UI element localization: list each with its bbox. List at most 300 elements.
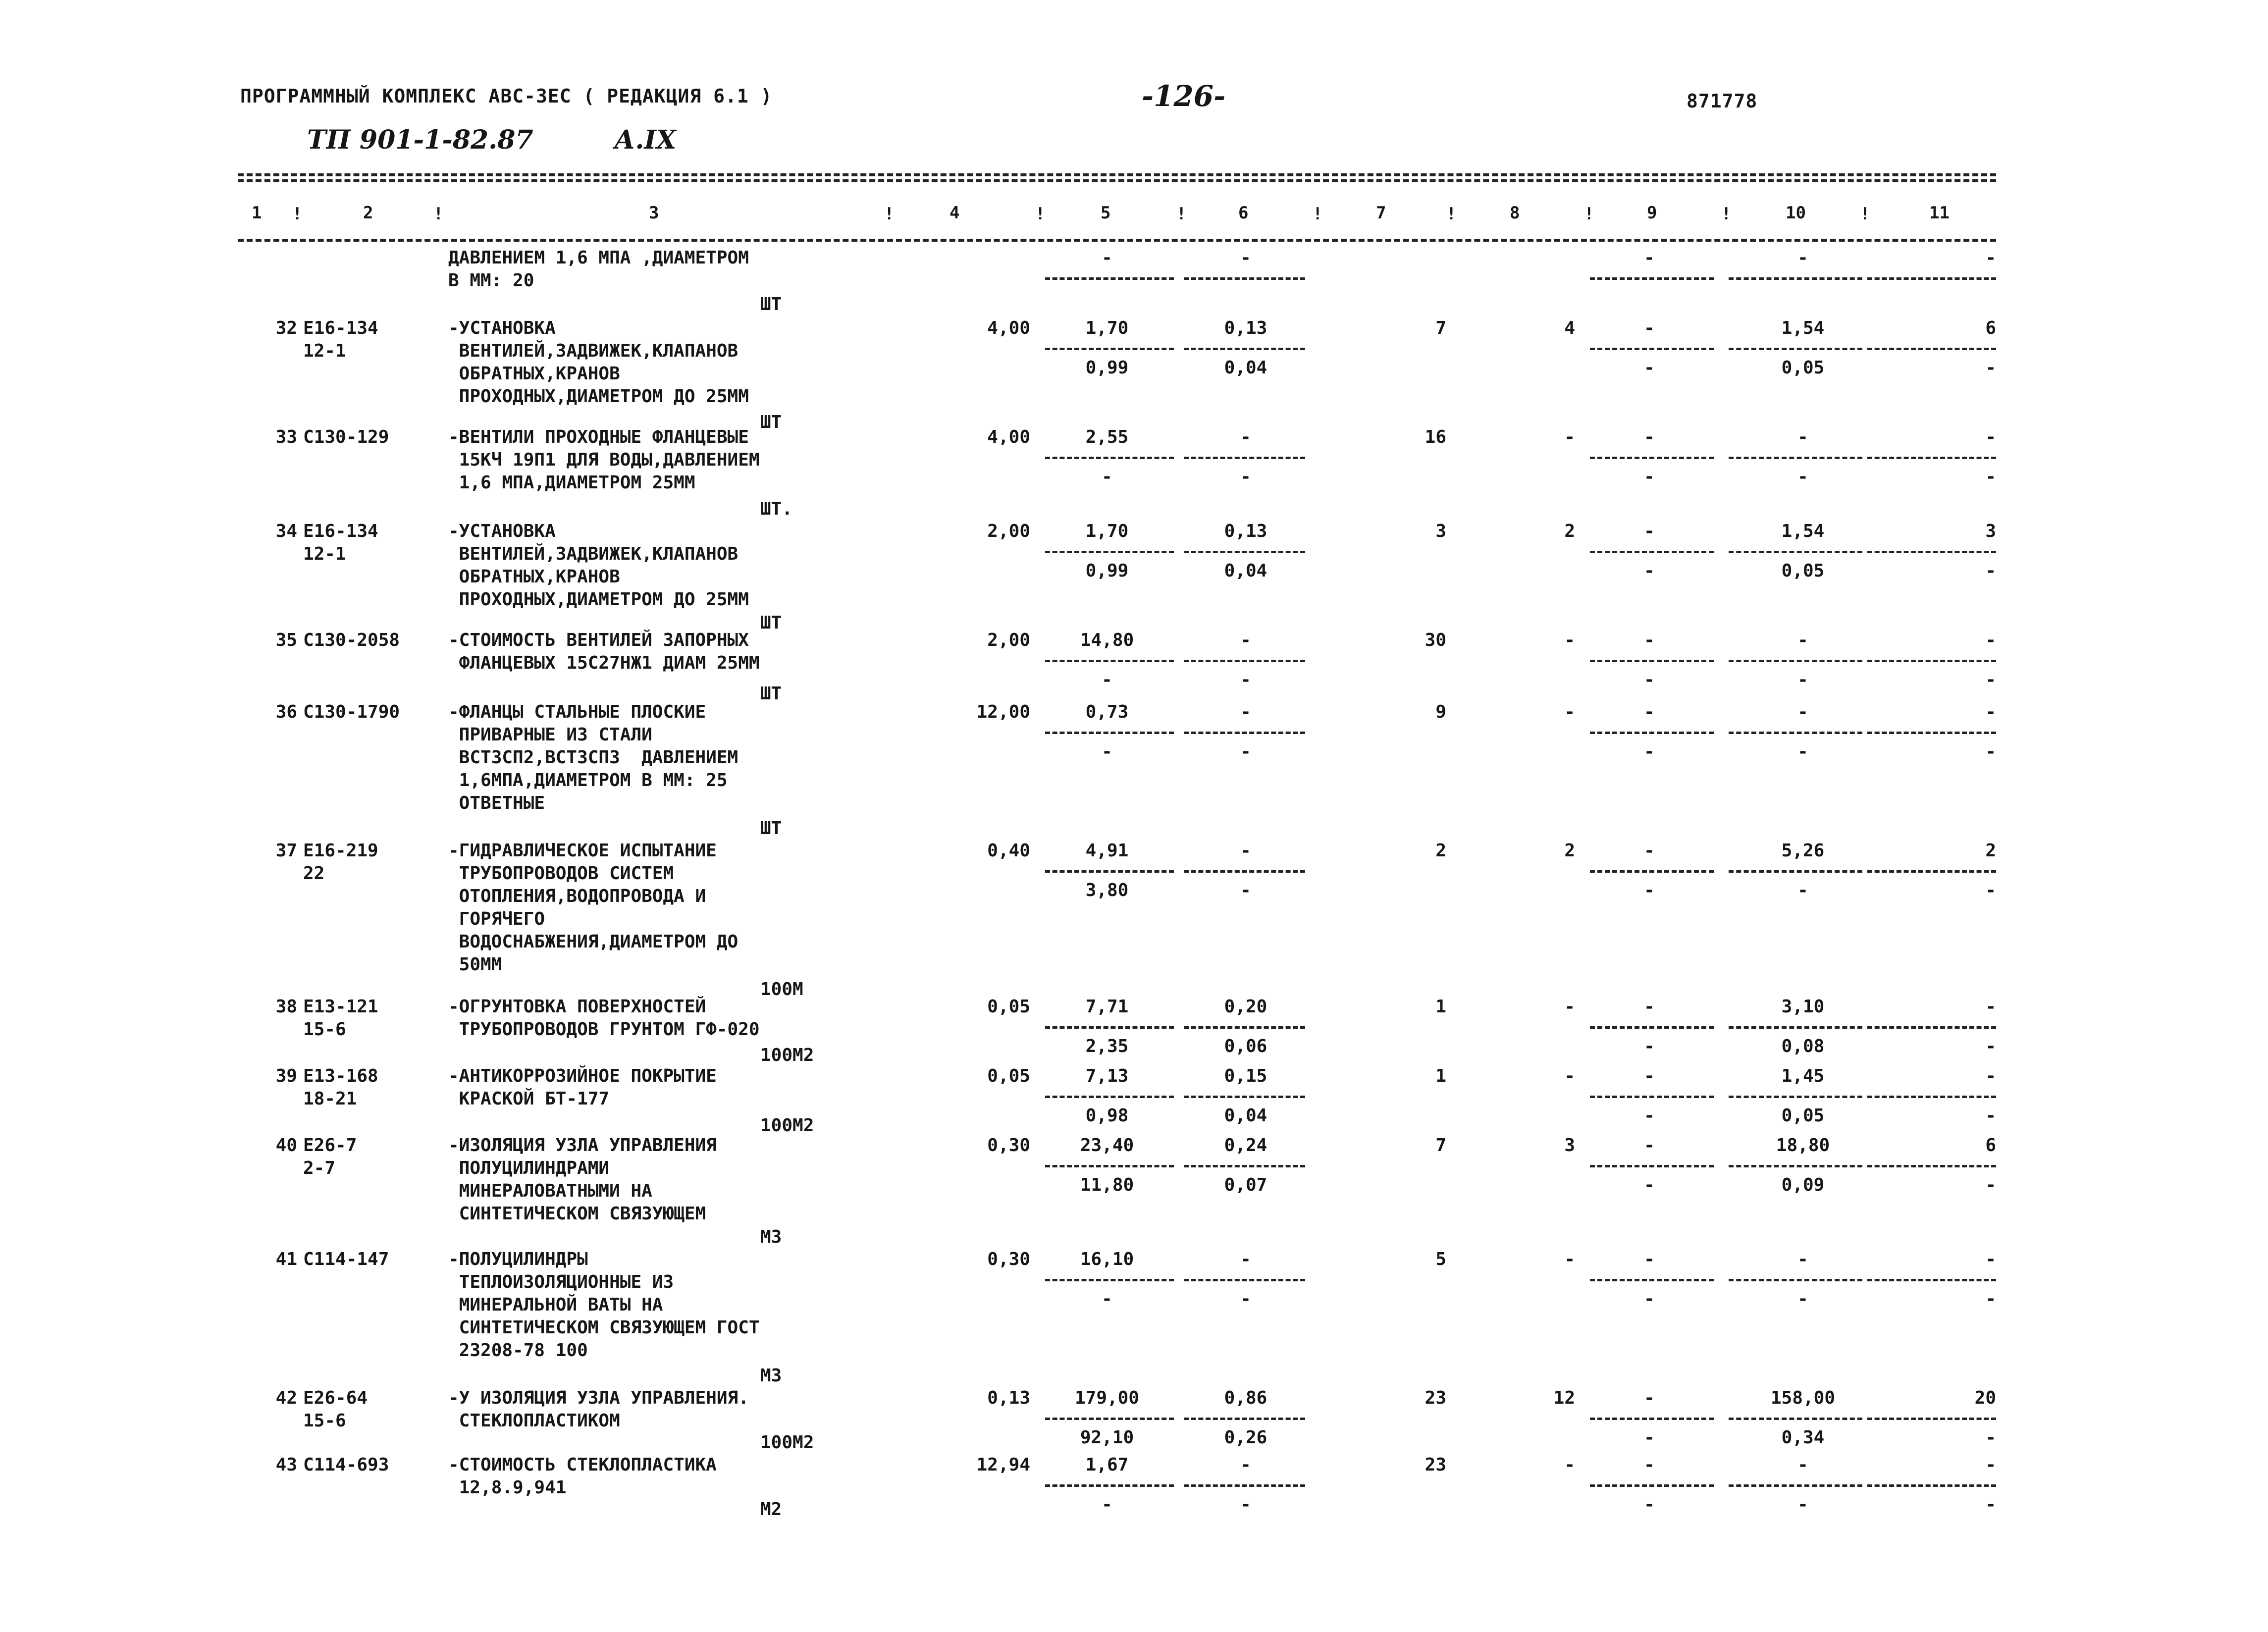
- unit-of-measure: ШТ: [760, 412, 782, 432]
- row-number: 35: [275, 630, 297, 650]
- program-header: ПРОГРАММНЫЙ КОМПЛЕКС АВС-ЗЕС ( РЕДАКЦИЯ 6.1 ): [240, 85, 773, 107]
- row-number: 38: [275, 997, 297, 1017]
- total-wages: -: [1564, 427, 1575, 447]
- machine-cost: -: [1240, 248, 1251, 268]
- fraction-line: [1867, 660, 1996, 662]
- cost-per-unit-wages: 0,99: [1085, 358, 1129, 378]
- labor-per-unit: 18,80: [1776, 1135, 1830, 1156]
- total-cost: 7: [1435, 1135, 1446, 1156]
- col-separator: !: [884, 204, 895, 224]
- total-cost: 5: [1435, 1249, 1446, 1269]
- fraction-line: [1184, 1096, 1305, 1098]
- machine-cost: 0,86: [1224, 1388, 1267, 1408]
- row-number: 34: [275, 521, 297, 541]
- col-separator: !: [1446, 204, 1457, 224]
- fraction-line: [1729, 660, 1862, 662]
- col-header-11: 11: [1929, 203, 1950, 223]
- total-machine-cost: -: [1644, 997, 1655, 1017]
- col-separator: !: [1584, 204, 1594, 224]
- total-machine-wages: -: [1644, 1427, 1655, 1448]
- labor-machinists: -: [1797, 670, 1808, 690]
- labor-machinists: 0,05: [1781, 358, 1825, 378]
- labor-per-unit: -: [1797, 1249, 1808, 1269]
- labor-total-machinists: -: [1985, 561, 1996, 581]
- fraction-line: [1590, 1165, 1714, 1167]
- col-header-9: 9: [1647, 203, 1657, 223]
- unit-of-measure: ШТ.: [760, 499, 793, 519]
- rate-code: Е26-7: [303, 1135, 357, 1156]
- labor-machinists: 0,05: [1781, 1106, 1825, 1126]
- quantity: 2,00: [987, 630, 1030, 650]
- machine-cost: -: [1240, 841, 1251, 861]
- total-machine-cost: -: [1644, 521, 1655, 541]
- total-machine-cost: -: [1644, 702, 1655, 722]
- col-header-10: 10: [1786, 203, 1806, 223]
- total-cost: 23: [1424, 1388, 1446, 1408]
- machine-cost-wages: -: [1240, 741, 1251, 762]
- fraction-line: [1590, 660, 1714, 662]
- fraction-line: [1729, 457, 1862, 459]
- rate-code: С130-2058: [303, 630, 400, 650]
- total-wages: 12: [1553, 1388, 1575, 1408]
- document-number: 871778: [1687, 90, 1758, 112]
- total-machine-wages: -: [1644, 561, 1655, 581]
- total-machine-cost: -: [1644, 1455, 1655, 1475]
- total-cost: 30: [1424, 630, 1446, 650]
- machine-cost: -: [1240, 1455, 1251, 1475]
- rate-subcode: 2-7: [303, 1158, 336, 1178]
- labor-per-unit: -: [1797, 248, 1808, 268]
- page-number: -126-: [1142, 79, 1226, 113]
- fraction-line: [1867, 1096, 1996, 1098]
- row-number: 37: [275, 841, 297, 861]
- labor-total: 20: [1974, 1388, 1996, 1408]
- cost-per-unit-wages: -: [1102, 1494, 1112, 1515]
- cost-per-unit: 1,67: [1085, 1455, 1129, 1475]
- unit-of-measure: ШТ: [760, 684, 782, 704]
- cost-per-unit-wages: 0,98: [1085, 1106, 1129, 1126]
- total-wages: 3: [1564, 1135, 1575, 1156]
- fraction-line: [1729, 1165, 1862, 1167]
- fraction-line: [1729, 1418, 1862, 1420]
- fraction-line: [1184, 870, 1305, 873]
- labor-machinists: 0,08: [1781, 1036, 1825, 1056]
- fraction-line: [1184, 1165, 1305, 1167]
- fraction-line: [1867, 348, 1996, 350]
- quantity: 12,94: [976, 1455, 1030, 1475]
- unit-of-measure: 100М: [760, 979, 803, 1000]
- cost-per-unit-wages: 11,80: [1080, 1175, 1134, 1195]
- machine-cost-wages: 0,07: [1224, 1175, 1267, 1195]
- fraction-line: [1045, 1096, 1174, 1098]
- total-wages: 2: [1564, 841, 1575, 861]
- cost-per-unit-wages: -: [1102, 741, 1112, 762]
- total-wages: -: [1564, 1249, 1575, 1269]
- total-wages: -: [1564, 1455, 1575, 1475]
- total-cost: 3: [1435, 521, 1446, 541]
- machine-cost-wages: 0,04: [1224, 358, 1267, 378]
- fraction-line: [1729, 1484, 1862, 1487]
- labor-total: -: [1985, 248, 1996, 268]
- fraction-line: [1590, 1484, 1714, 1487]
- col-separator: !: [1313, 204, 1323, 224]
- labor-total-machinists: -: [1985, 467, 1996, 487]
- rate-subcode: 12-1: [303, 544, 346, 564]
- col-header-7: 7: [1376, 203, 1386, 223]
- col-header-2: 2: [363, 203, 373, 223]
- total-cost: 7: [1435, 318, 1446, 338]
- total-cost: 2: [1435, 841, 1446, 861]
- unit-of-measure: М3: [760, 1366, 782, 1386]
- col-header-8: 8: [1510, 203, 1520, 223]
- col-header-1: 1: [252, 203, 262, 223]
- quantity: 4,00: [987, 427, 1030, 447]
- fraction-line: [1867, 1026, 1996, 1029]
- fraction-line: [1045, 457, 1174, 459]
- cost-per-unit: 0,73: [1085, 702, 1129, 722]
- row-number: 36: [275, 702, 297, 722]
- cost-per-unit: 14,80: [1080, 630, 1134, 650]
- labor-total-machinists: -: [1985, 1106, 1996, 1126]
- total-cost: 23: [1424, 1455, 1446, 1475]
- labor-total: -: [1985, 1249, 1996, 1269]
- work-description: -ПОЛУЦИЛИНДРЫ ТЕПЛОИЗОЛЯЦИОННЫЕ ИЗ МИНЕРАЛЬНОЙ ВАТЫ НА СИНТЕТИЧЕСКОМ СВЯЗУЮЩЕМ ГОСТ 23208-78 100: [448, 1249, 760, 1361]
- rate-code: С130-129: [303, 427, 389, 447]
- fraction-line: [1184, 1418, 1305, 1420]
- labor-machinists: 0,09: [1781, 1175, 1825, 1195]
- fraction-line: [1045, 551, 1174, 553]
- work-description: -ВЕНТИЛИ ПРОХОДНЫЕ ФЛАНЦЕВЫЕ 15КЧ 19П1 ДЛЯ ВОДЫ,ДАВЛЕНИЕМ 1,6 МПА,ДИАМЕТРОМ 25ММ: [448, 427, 760, 493]
- quantity: 0,30: [987, 1135, 1030, 1156]
- fraction-line: [1184, 348, 1305, 350]
- labor-per-unit: 5,26: [1781, 841, 1825, 861]
- total-machine-cost: -: [1644, 1135, 1655, 1156]
- total-machine-cost: -: [1644, 318, 1655, 338]
- machine-cost: 0,13: [1224, 521, 1267, 541]
- fraction-line: [1729, 348, 1862, 350]
- row-number: 40: [275, 1135, 297, 1156]
- fraction-line: [1590, 1418, 1714, 1420]
- fraction-line: [1590, 870, 1714, 873]
- work-description: -СТОИМОСТЬ СТЕКЛОПЛАСТИКА 12,8.9,941: [448, 1455, 717, 1498]
- top-rule-second: [238, 179, 1996, 182]
- fraction-line: [1184, 1279, 1305, 1281]
- fraction-line: [1184, 551, 1305, 553]
- rate-code: С114-147: [303, 1249, 389, 1269]
- total-machine-wages: -: [1644, 358, 1655, 378]
- machine-cost-wages: 0,06: [1224, 1036, 1267, 1056]
- labor-per-unit: -: [1797, 630, 1808, 650]
- fraction-line: [1867, 1165, 1996, 1167]
- fraction-line: [1867, 870, 1996, 873]
- quantity: 2,00: [987, 521, 1030, 541]
- col-header-3: 3: [649, 203, 659, 223]
- cost-per-unit: 16,10: [1080, 1249, 1134, 1269]
- row-number: 43: [275, 1455, 297, 1475]
- total-machine-cost: -: [1644, 1388, 1655, 1408]
- labor-per-unit: 158,00: [1770, 1388, 1836, 1408]
- labor-per-unit: -: [1797, 702, 1808, 722]
- rate-subcode: 15-6: [303, 1411, 346, 1431]
- project-code: ТП 901-1-82.87: [307, 125, 533, 155]
- unit-of-measure: М3: [760, 1227, 782, 1247]
- labor-machinists: -: [1797, 1494, 1808, 1515]
- fraction-line: [1184, 1484, 1305, 1487]
- machine-cost: 0,24: [1224, 1135, 1267, 1156]
- cost-per-unit-wages: 3,80: [1085, 880, 1129, 900]
- cost-per-unit: 23,40: [1080, 1135, 1134, 1156]
- total-wages: 2: [1564, 521, 1575, 541]
- quantity: 0,40: [987, 841, 1030, 861]
- rate-code: Е13-121: [303, 997, 378, 1017]
- rate-code: Е13-168: [303, 1066, 378, 1086]
- rate-subcode: 15-6: [303, 1019, 346, 1040]
- machine-cost-wages: -: [1240, 467, 1251, 487]
- unit-of-measure: ШТ: [760, 818, 782, 839]
- total-machine-cost: -: [1644, 427, 1655, 447]
- labor-machinists: 0,34: [1781, 1427, 1825, 1448]
- total-machine-wages: -: [1644, 1289, 1655, 1309]
- col-separator: !: [1721, 204, 1732, 224]
- cost-per-unit-wages: 2,35: [1085, 1036, 1129, 1056]
- fraction-line: [1045, 1279, 1174, 1281]
- total-machine-wages: -: [1644, 467, 1655, 487]
- labor-total: -: [1985, 630, 1996, 650]
- machine-cost-wages: -: [1240, 1494, 1251, 1515]
- fraction-line: [1045, 1418, 1174, 1420]
- work-description: -УСТАНОВКА ВЕНТИЛЕЙ,ЗАДВИЖЕК,КЛАПАНОВ ОБРАТНЫХ,КРАНОВ ПРОХОДНЫХ,ДИАМЕТРОМ ДО 25ММ: [448, 521, 749, 610]
- cost-per-unit: 7,13: [1085, 1066, 1129, 1086]
- labor-total: -: [1985, 997, 1996, 1017]
- rate-code: С114-693: [303, 1455, 389, 1475]
- total-cost: 9: [1435, 702, 1446, 722]
- fraction-line: [1729, 277, 1862, 280]
- machine-cost-wages: -: [1240, 880, 1251, 900]
- machine-cost-wages: 0,26: [1224, 1427, 1267, 1448]
- fraction-line: [1729, 870, 1862, 873]
- labor-machinists: 0,05: [1781, 561, 1825, 581]
- col-separators: !: [292, 204, 303, 224]
- total-machine-cost: -: [1644, 1066, 1655, 1086]
- total-machine-cost: -: [1644, 248, 1655, 268]
- fraction-line: [1867, 732, 1996, 734]
- cost-per-unit: 1,70: [1085, 521, 1129, 541]
- labor-total-machinists: -: [1985, 358, 1996, 378]
- col-separator: !: [1860, 204, 1870, 224]
- row-number: 33: [275, 427, 297, 447]
- machine-cost: -: [1240, 630, 1251, 650]
- work-description: -АНТИКОРРОЗИЙНОЕ ПОКРЫТИЕ КРАСКОЙ БТ-177: [448, 1066, 717, 1109]
- row-number: 39: [275, 1066, 297, 1086]
- unit-of-measure: 100М2: [760, 1115, 814, 1136]
- rate-code: Е16-219: [303, 841, 378, 861]
- total-machine-cost: -: [1644, 1249, 1655, 1269]
- total-wages: -: [1564, 702, 1575, 722]
- unit-of-measure: 100М2: [760, 1432, 814, 1453]
- cost-per-unit-wages: -: [1102, 1289, 1112, 1309]
- rate-subcode: 18-21: [303, 1089, 357, 1109]
- labor-total-machinists: -: [1985, 1427, 1996, 1448]
- fraction-line: [1729, 1096, 1862, 1098]
- labor-machinists: -: [1797, 880, 1808, 900]
- fraction-line: [1729, 1026, 1862, 1029]
- top-rule: [238, 173, 1996, 176]
- labor-total: 3: [1985, 521, 1996, 541]
- fraction-line: [1184, 277, 1305, 280]
- quantity: 0,30: [987, 1249, 1030, 1269]
- total-machine-wages: -: [1644, 880, 1655, 900]
- work-description: -ФЛАНЦЫ СТАЛЬНЫЕ ПЛОСКИЕ ПРИВАРНЫЕ ИЗ СТАЛИ ВСТ3СП2,ВСТ3СП3 ДАВЛЕНИЕМ 1,6МПА,ДИАМЕТРОМ В ММ: 25 ОТВЕТНЫЕ: [448, 702, 738, 813]
- cost-per-unit: 179,00: [1074, 1388, 1140, 1408]
- rate-code: С130-1790: [303, 702, 400, 722]
- machine-cost: -: [1240, 702, 1251, 722]
- col-separator: !: [433, 204, 444, 224]
- fraction-line: [1045, 660, 1174, 662]
- fraction-line: [1590, 1026, 1714, 1029]
- fraction-line: [1590, 1279, 1714, 1281]
- total-wages: 4: [1564, 318, 1575, 338]
- work-description: -ОГРУНТОВКА ПОВЕРХНОСТЕЙ ТРУБОПРОВОДОВ ГРУНТОМ ГФ-020: [448, 997, 760, 1040]
- labor-total-machinists: -: [1985, 1036, 1996, 1056]
- col-separator: !: [1035, 204, 1046, 224]
- fraction-line: [1867, 277, 1996, 280]
- machine-cost: 0,20: [1224, 997, 1267, 1017]
- fraction-line: [1045, 1165, 1174, 1167]
- fraction-line: [1590, 551, 1714, 553]
- total-machine-cost: -: [1644, 841, 1655, 861]
- quantity: 0,13: [987, 1388, 1030, 1408]
- machine-cost: 0,15: [1224, 1066, 1267, 1086]
- col-header-5: 5: [1101, 203, 1111, 223]
- col-separator: !: [1176, 204, 1187, 224]
- labor-total: 2: [1985, 841, 1996, 861]
- album-number: А.IX: [614, 125, 677, 155]
- total-machine-wages: -: [1644, 670, 1655, 690]
- machine-cost: 0,13: [1224, 318, 1267, 338]
- total-cost: 1: [1435, 1066, 1446, 1086]
- unit-of-measure: ШТ: [760, 294, 782, 315]
- fraction-line: [1045, 277, 1174, 280]
- quantity: 0,05: [987, 997, 1030, 1017]
- labor-machinists: -: [1797, 741, 1808, 762]
- total-wages: -: [1564, 1066, 1575, 1086]
- cost-per-unit: 2,55: [1085, 427, 1129, 447]
- rate-code: Е16-134: [303, 318, 378, 338]
- labor-total-machinists: -: [1985, 670, 1996, 690]
- cost-per-unit: -: [1102, 248, 1112, 268]
- work-description: ДАВЛЕНИЕМ 1,6 МПА ,ДИАМЕТРОМ В ММ: 20: [448, 248, 749, 291]
- total-wages: -: [1564, 997, 1575, 1017]
- fraction-line: [1184, 732, 1305, 734]
- fraction-line: [1045, 870, 1174, 873]
- labor-total-machinists: -: [1985, 1289, 1996, 1309]
- quantity: 0,05: [987, 1066, 1030, 1086]
- rate-subcode: 22: [303, 863, 325, 884]
- fraction-line: [1045, 348, 1174, 350]
- row-number: 41: [275, 1249, 297, 1269]
- fraction-line: [1729, 732, 1862, 734]
- col-header-4: 4: [949, 203, 960, 223]
- fraction-line: [1045, 732, 1174, 734]
- rate-code: Е16-134: [303, 521, 378, 541]
- fraction-line: [1867, 551, 1996, 553]
- fraction-line: [1184, 1026, 1305, 1029]
- work-description: -У ИЗОЛЯЦИЯ УЗЛА УПРАВЛЕНИЯ. СТЕКЛОПЛАСТИКОМ: [448, 1388, 749, 1431]
- fraction-line: [1590, 277, 1714, 280]
- total-machine-wages: -: [1644, 741, 1655, 762]
- fraction-line: [1590, 457, 1714, 459]
- labor-per-unit: -: [1797, 1455, 1808, 1475]
- unit-of-measure: 100М2: [760, 1045, 814, 1065]
- fraction-line: [1867, 1484, 1996, 1487]
- labor-total: -: [1985, 1455, 1996, 1475]
- labor-machinists: -: [1797, 467, 1808, 487]
- unit-of-measure: М2: [760, 1499, 782, 1520]
- fraction-line: [1590, 348, 1714, 350]
- labor-total-machinists: -: [1985, 1175, 1996, 1195]
- labor-per-unit: 1,45: [1781, 1066, 1825, 1086]
- labor-total: 6: [1985, 318, 1996, 338]
- col-header-6: 6: [1238, 203, 1249, 223]
- fraction-line: [1867, 1418, 1996, 1420]
- work-description: -ИЗОЛЯЦИЯ УЗЛА УПРАВЛЕНИЯ ПОЛУЦИЛИНДРАМИ МИНЕРАЛОВАТНЫМИ НА СИНТЕТИЧЕСКОМ СВЯЗУЮЩЕМ: [448, 1135, 717, 1224]
- fraction-line: [1729, 1279, 1862, 1281]
- quantity: 4,00: [987, 318, 1030, 338]
- labor-total: -: [1985, 1066, 1996, 1086]
- cost-per-unit-wages: -: [1102, 467, 1112, 487]
- machine-cost-wages: -: [1240, 1289, 1251, 1309]
- rate-code: Е26-64: [303, 1388, 368, 1408]
- labor-total: -: [1985, 427, 1996, 447]
- machine-cost-wages: 0,04: [1224, 1106, 1267, 1126]
- total-wages: -: [1564, 630, 1575, 650]
- labor-total: -: [1985, 702, 1996, 722]
- fraction-line: [1045, 1484, 1174, 1487]
- cost-per-unit-wages: 92,10: [1080, 1427, 1134, 1448]
- rate-subcode: 12-1: [303, 341, 346, 361]
- labor-total-machinists: -: [1985, 741, 1996, 762]
- fraction-line: [1867, 457, 1996, 459]
- total-machine-wages: -: [1644, 1106, 1655, 1126]
- total-machine-cost: -: [1644, 630, 1655, 650]
- labor-total: 6: [1985, 1135, 1996, 1156]
- fraction-line: [1590, 732, 1714, 734]
- cost-per-unit: 4,91: [1085, 841, 1129, 861]
- labor-per-unit: 1,54: [1781, 521, 1825, 541]
- total-machine-wages: -: [1644, 1494, 1655, 1515]
- work-description: -ГИДРАВЛИЧЕСКОЕ ИСПЫТАНИЕ ТРУБОПРОВОДОВ СИСТЕМ ОТОПЛЕНИЯ,ВОДОПРОВОДА И ГОРЯЧЕГО ВОДОСНАБЖЕНИЯ,ДИАМЕТРОМ ДО 50ММ: [448, 841, 738, 975]
- labor-total-machinists: -: [1985, 1494, 1996, 1515]
- total-cost: 1: [1435, 997, 1446, 1017]
- total-cost: 16: [1424, 427, 1446, 447]
- cost-per-unit: 7,71: [1085, 997, 1129, 1017]
- labor-total-machinists: -: [1985, 880, 1996, 900]
- row-number: 32: [275, 318, 297, 338]
- cost-per-unit-wages: 0,99: [1085, 561, 1129, 581]
- machine-cost-wages: -: [1240, 670, 1251, 690]
- fraction-line: [1590, 1096, 1714, 1098]
- header-bottom-rule: [238, 239, 1996, 242]
- total-machine-wages: -: [1644, 1036, 1655, 1056]
- fraction-line: [1729, 551, 1862, 553]
- row-number: 42: [275, 1388, 297, 1408]
- work-description: -УСТАНОВКА ВЕНТИЛЕЙ,ЗАДВИЖЕК,КЛАПАНОВ ОБРАТНЫХ,КРАНОВ ПРОХОДНЫХ,ДИАМЕТРОМ ДО 25ММ: [448, 318, 749, 407]
- total-machine-wages: -: [1644, 1175, 1655, 1195]
- labor-per-unit: 3,10: [1781, 997, 1825, 1017]
- cost-per-unit-wages: -: [1102, 670, 1112, 690]
- machine-cost-wages: 0,04: [1224, 561, 1267, 581]
- machine-cost: -: [1240, 1249, 1251, 1269]
